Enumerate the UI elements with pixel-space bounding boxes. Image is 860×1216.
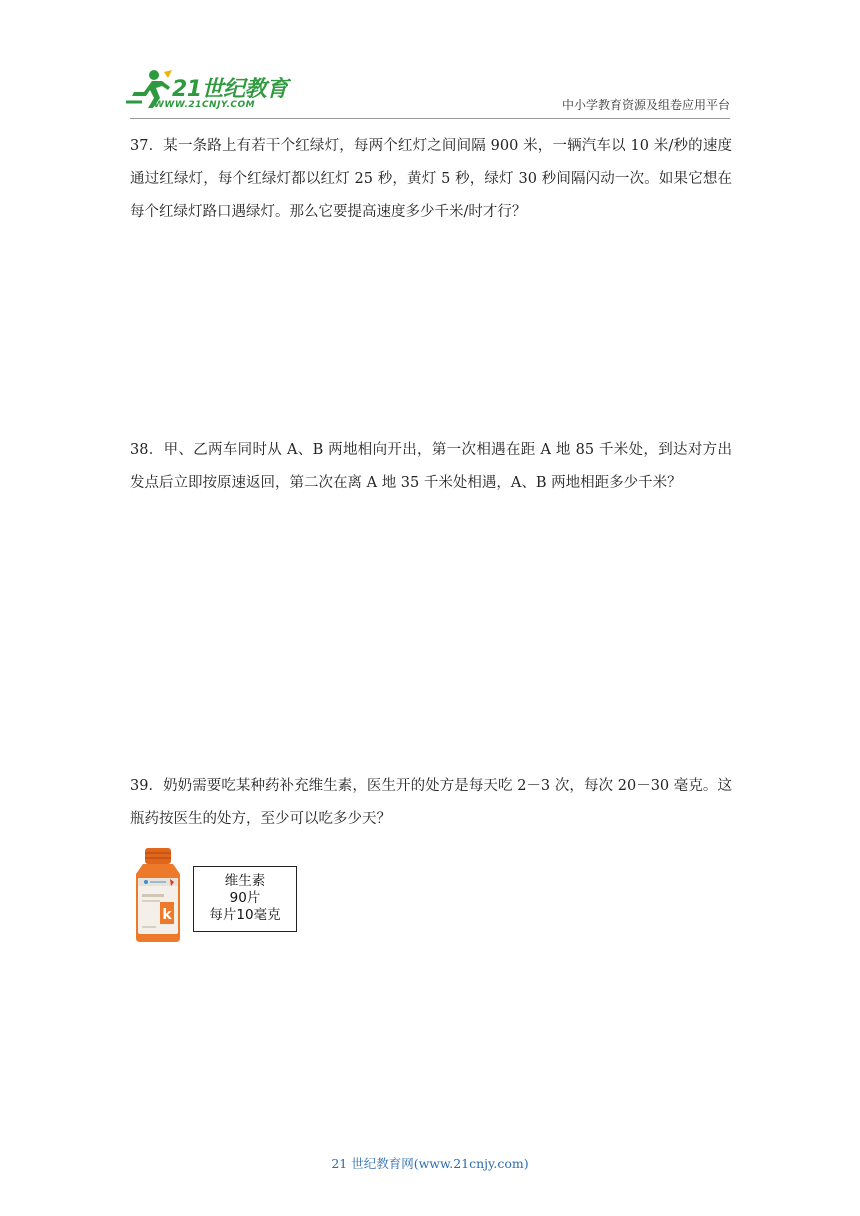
medicine-bottle-icon — [132, 846, 184, 944]
site-logo[interactable] — [124, 66, 294, 114]
question-38 — [130, 434, 732, 500]
logo-text: 21世纪教育 — [172, 77, 288, 102]
page-header — [0, 0, 860, 120]
question-37 — [130, 130, 732, 229]
medicine-bottle-image — [132, 846, 184, 944]
label-line-name: 维生素 — [224, 873, 266, 889]
question-39 — [130, 770, 732, 836]
page-footer[interactable]: 21 世纪教育网(www.21cnjy.com) — [331, 1156, 529, 1171]
header-tagline: 中小学教育资源及组卷应用平台 — [561, 98, 730, 112]
medicine-label-box — [193, 866, 297, 932]
logo-url: WWW.21CNJY.COM — [154, 100, 256, 110]
question-text: 甲、乙两车同时从 A、B 两地相向开出，第一次相遇在距 A 地 85 千米处，到达对方出发点后立即按原速返回，第二次在离 A 地 35 千米处相遇，A、B 两地相距多少千米？ — [130, 442, 732, 491]
svg-text:k: k — [162, 907, 172, 923]
header-divider — [130, 118, 730, 119]
question-number: 39． — [130, 778, 164, 794]
question-text: 奶奶需要吃某种药补充维生素，医生开的处方是每天吃 2－3 次，每次 20－30 毫克。这瓶药按医生的处方，至少可以吃多少天？ — [130, 778, 732, 827]
label-line-dose: 每片10毫克 — [209, 907, 281, 923]
question-text: 某一条路上有若干个红绿灯，每两个红灯之间间隔 900 米，一辆汽车以 10 米/秒的速度通过红绿灯，每个红绿灯都以红灯 25 秒，黄灯 5 秒，绿灯 30 秒间隔闪动一次。如果它想在每个红绿灯路口遇绿灯。那么它要提高速度多少千米/时才行？ — [130, 138, 732, 220]
question-number: 37． — [130, 138, 164, 154]
question-number: 38． — [130, 442, 164, 458]
label-line-count: 90片 — [229, 890, 261, 906]
